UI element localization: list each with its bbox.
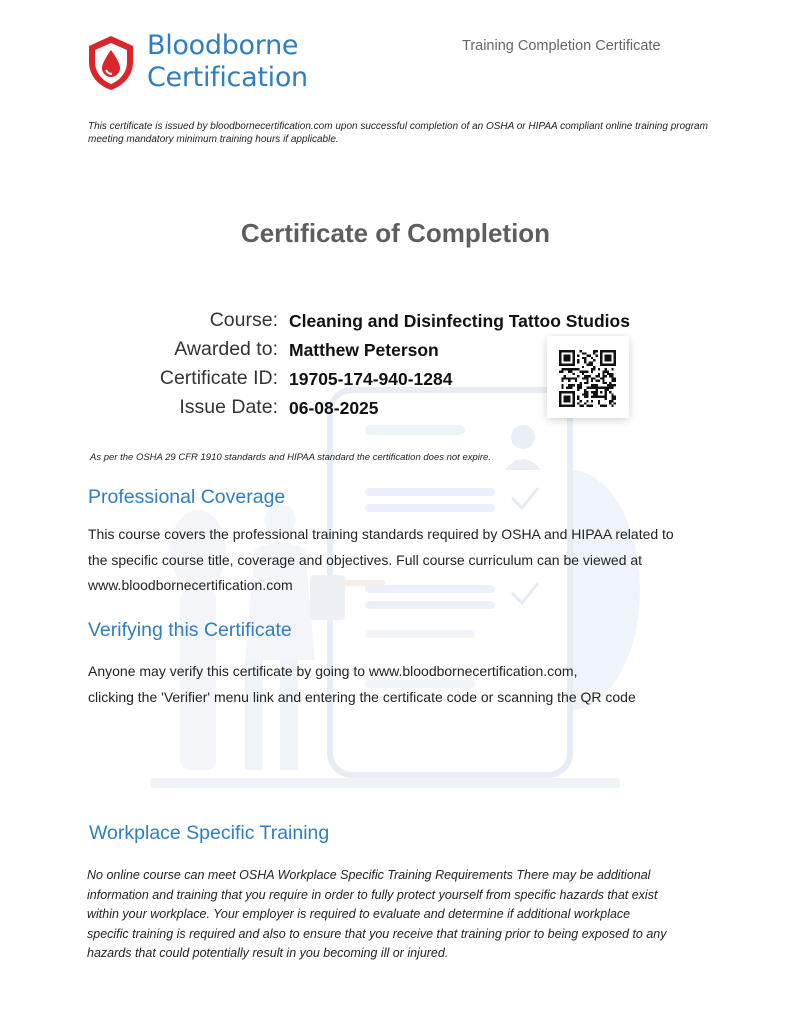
qr-code[interactable] [547, 336, 629, 418]
coverage-link[interactable]: www.bloodbornecertification.com [88, 577, 293, 593]
coverage-line: the specific course title, coverage and objectives. Full course curriculum can be viewed at [88, 551, 643, 568]
issue-date-label: Issue Date: [179, 396, 278, 418]
awarded-value: Matthew Peterson [289, 340, 439, 360]
verify-line: Anyone may verify this certificate by going to www.bloodbornecertification.com, [88, 663, 578, 679]
workplace-heading: Workplace Specific Training [89, 822, 330, 844]
shield-blood-drop-icon [86, 34, 136, 92]
course-label: Course: [209, 309, 278, 331]
workplace-line: information and training that you require in order to fully protect yourself from specific hazards that exist [87, 887, 658, 902]
issuance-disclaimer: This certificate is issued by bloodbornecertification.com upon successful completion of an OSHA or HIPAA compliant online training program meeting mandatory minimum training hours if applicable. [88, 121, 708, 145]
certificate-id-row [0, 367, 791, 395]
workplace-line: No online course can meet OSHA Workplace Specific Training Requirements There may be additional [87, 868, 651, 882]
header-title: Training Completion Certificate [462, 38, 661, 54]
certificate-title: Certificate of Completion [240, 218, 551, 248]
workplace-line: specific training is required and also to ensure that you receive that training prior to being exposed to any [87, 926, 667, 941]
issue-date-row [0, 396, 791, 424]
brand-name-line2: Certification [147, 62, 308, 93]
course-value: Cleaning and Disinfecting Tattoo Studios [289, 311, 630, 331]
brand-name [147, 30, 308, 94]
expiry-note: As per the OSHA 29 CFR 1910 standards and HIPAA standard the certification does not expire. [90, 452, 491, 463]
brand-logo [86, 32, 326, 98]
coverage-body [88, 522, 674, 599]
brand-name-line1: Bloodborne [147, 30, 299, 61]
coverage-line: This course covers the professional training standards required by OSHA and HIPAA related to [88, 526, 674, 542]
course-row [0, 309, 791, 337]
workplace-body [87, 866, 667, 964]
awarded-row [0, 338, 791, 366]
verify-line: clicking the 'Verifier' menu link and entering the certificate code or scanning the QR code [88, 688, 636, 705]
workplace-line: within your workplace. Your employer is required to evaluate and determine if additional workplace [87, 907, 631, 921]
qr-code-icon [559, 350, 616, 407]
verify-heading: Verifying this Certificate [88, 619, 292, 641]
issue-date-value: 06-08-2025 [289, 398, 379, 418]
certificate-id-value: 19705-174-940-1284 [289, 369, 453, 389]
workplace-line: hazards that could potentially result in you becoming ill or injured. [87, 946, 449, 960]
coverage-heading: Professional Coverage [88, 486, 286, 508]
verify-body [88, 659, 636, 710]
awarded-label: Awarded to: [174, 338, 278, 360]
certificate-id-label: Certificate ID: [159, 367, 278, 389]
